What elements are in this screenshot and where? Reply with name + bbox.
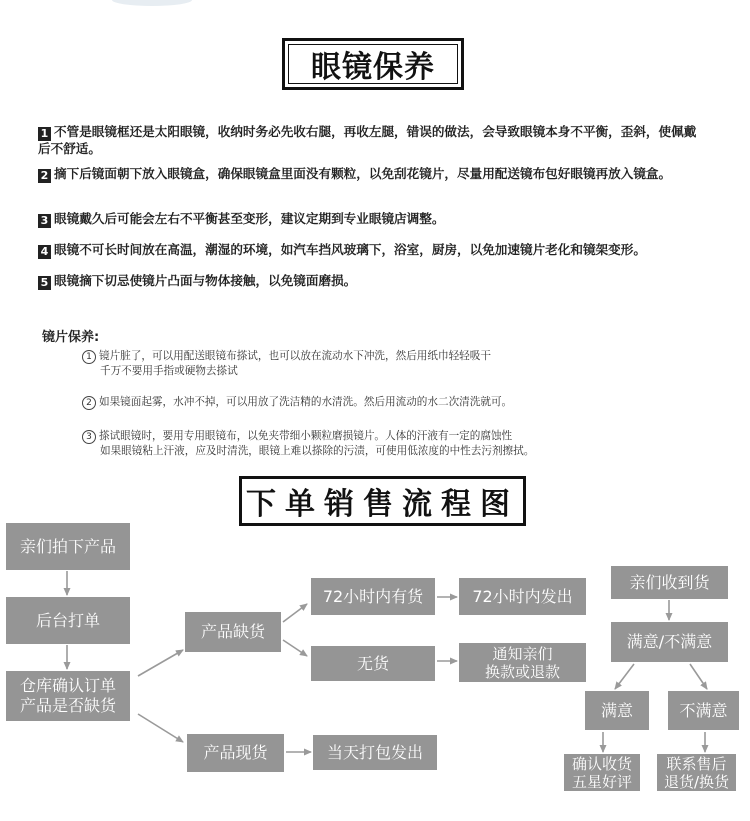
lens-care-line: 镜片脏了，可以用配送眼镜布搽试，也可以放在流动水下冲洗，然后用纸巾轻轻吸干 (99, 350, 491, 362)
care-title-text: 眼镜保养 (311, 50, 435, 85)
node-label: 产品缺货 (200, 622, 265, 641)
tip-text: 眼镜摘下切忌使镜片凸面与物体接触，以免镜面磨损。 (54, 273, 357, 288)
arrow-out-of-stock-to-no-stock (283, 640, 307, 656)
node-label: 退货/换货 (663, 772, 730, 791)
node-label: 产品现货 (203, 743, 268, 762)
circled-number: 2 (82, 396, 96, 410)
lens-care-heading: 镜片保养: (42, 330, 100, 345)
node-label: 产品是否缺货 (19, 696, 116, 715)
node-label: 当天打包发出 (326, 742, 423, 762)
tip-text: 摘下后镜面朝下放入眼镜盒，确保眼镜盒里面没有颗粒，以免刮花镜片，尽量用配送镜布包好眼镜再放入镜盒。 (54, 166, 672, 181)
arrow-warehouse-to-out-of-stock (138, 650, 183, 676)
tip-text: 眼镜不可长时间放在高温，潮湿的环境，如汽车挡风玻璃下，浴室，厨房，以免加速镜片老化和镜架变形。 (54, 242, 646, 257)
flow-node-contact (657, 754, 736, 791)
flow-node-warehouse (6, 671, 130, 721)
node-label: 后台打单 (35, 610, 100, 630)
lens-care-line: 搽试眼镜时，要用专用眼镜布，以免夹带细小颗粒磨损镜片。人体的汗液有一定的腐蚀性 (99, 430, 513, 442)
node-label: 换款或退款 (484, 662, 560, 681)
tip-text: 不管是眼镜框还是太阳眼镜，收纳时务必先收右腿，再收左腿，错误的做法，会导致眼镜本身不平衡，歪斜，使佩戴后不舒适。 (38, 124, 697, 156)
flow-node-unsatisfied (668, 691, 739, 730)
flow-node-choice (611, 622, 728, 662)
flow-node-in-stock (187, 734, 284, 772)
node-label: 五星好评 (571, 772, 632, 791)
lens-care-line: 千万不要用手指或硬物去搽试 (100, 365, 238, 377)
node-label: 72小时内发出 (472, 586, 573, 606)
node-label: 仓库确认订单 (19, 676, 116, 695)
tip-number-badge: 1 (38, 127, 51, 141)
flow-node-backend (6, 597, 130, 644)
arrow-choice-to-unsatisfied (690, 664, 707, 689)
node-label: 不满意 (679, 700, 728, 720)
flow-node-buy (6, 523, 130, 570)
flow-node-no-stock (311, 646, 435, 681)
node-label: 无货 (356, 653, 389, 673)
tip-number-badge: 4 (38, 245, 51, 259)
node-label: 联系售后 (666, 754, 727, 773)
flow-node-received (611, 566, 728, 599)
flow-title-text: 下单销售流程图 (246, 487, 519, 522)
node-label: 满意 (600, 700, 633, 720)
flow-node-satisfied (585, 691, 649, 730)
lens-care-line: 如果镜面起雾，水冲不掉，可以用放了洗洁精的水清洗。然后用流动的水二次清洗就可。 (99, 396, 513, 408)
lens-care-line: 如果眼镜粘上汗液，应及时清洗，眼镜上难以搽除的污渍，可使用低浓度的中性去污剂擦拭。 (100, 445, 535, 457)
circled-number: 3 (82, 430, 96, 444)
tip-text: 眼镜戴久后可能会左右不平衡甚至变形，建议定期到专业眼镜店调整。 (54, 211, 445, 226)
tip-number-badge: 5 (38, 276, 51, 290)
tip-number-badge: 2 (38, 169, 51, 183)
arrow-choice-to-satisfied (615, 664, 634, 689)
node-label: 通知亲们 (492, 644, 553, 663)
flow-node-ship-today (313, 735, 437, 770)
arrow-warehouse-to-in-stock (138, 714, 183, 742)
flow-node-restock-72h (311, 578, 435, 615)
flow-node-notify (459, 643, 586, 682)
node-label: 满意/不满意 (626, 632, 713, 651)
node-label: 亲们拍下产品 (19, 536, 116, 556)
node-label: 72小时内有货 (322, 586, 424, 606)
flow-node-confirm (564, 754, 640, 791)
node-label: 确认收货 (571, 754, 632, 773)
flow-node-out-of-stock (185, 612, 281, 652)
tip-number-badge: 3 (38, 214, 51, 228)
circled-number: 1 (82, 350, 96, 364)
flow-node-ship-72h (459, 578, 586, 615)
arrow-out-of-stock-to-restock (283, 604, 307, 622)
node-label: 亲们收到货 (629, 572, 710, 592)
